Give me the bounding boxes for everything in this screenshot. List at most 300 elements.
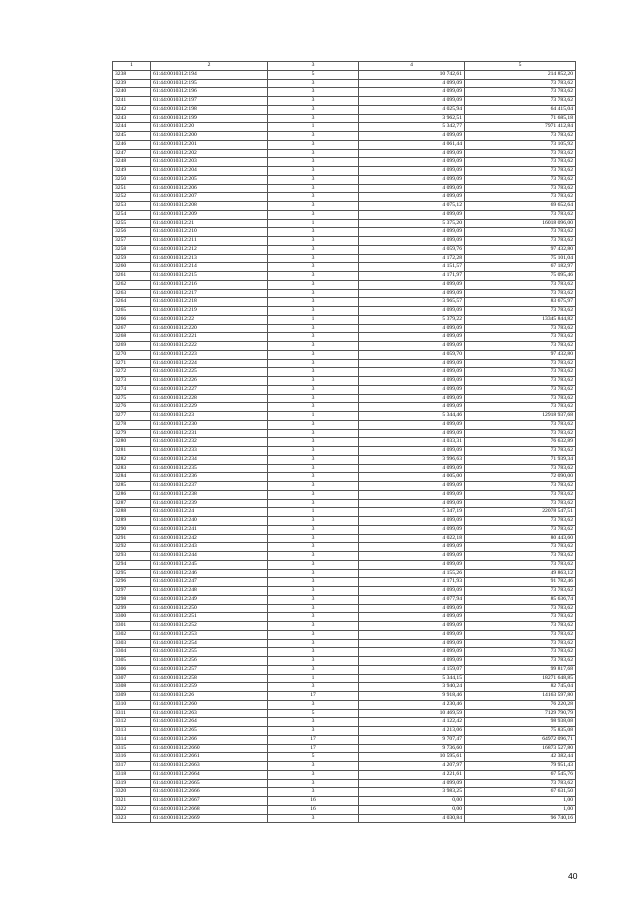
cadastral-number-cell: 61:44:0010312:210 [151, 228, 268, 237]
table-row [113, 814, 576, 823]
group-code-cell: 3 [268, 280, 359, 289]
row-number-cell: 3304 [113, 648, 151, 657]
cadastral-number-cell: 61:44:0010312:22 [151, 315, 268, 324]
row-number-cell: 3296 [113, 578, 151, 587]
group-code-cell: 3 [268, 403, 359, 412]
group-code-cell: 16 [268, 797, 359, 806]
cadastral-value-cell: 72 090,00 [465, 473, 576, 482]
cadastral-number-cell: 61:44:0010312:223 [151, 350, 268, 359]
row-number-cell: 3286 [113, 490, 151, 499]
cadastral-value-cell: 98 938,08 [465, 718, 576, 727]
table-row [113, 175, 576, 184]
row-number-cell: 3271 [113, 359, 151, 368]
group-code-cell: 3 [268, 324, 359, 333]
specific-value-cell: 4 099,09 [359, 333, 465, 342]
row-number-cell: 3266 [113, 315, 151, 324]
cadastral-number-cell: 61:44:0010312:241 [151, 525, 268, 534]
cadastral-value-cell: 75 101,04 [465, 254, 576, 263]
cadastral-value-cell: 73 783,62 [465, 377, 576, 386]
specific-value-cell: 4 099,09 [359, 552, 465, 561]
row-number-cell: 3291 [113, 534, 151, 543]
table-row [113, 534, 576, 543]
table-row [113, 578, 576, 587]
cadastral-value-cell: 73 783,62 [465, 333, 576, 342]
cadastral-value-cell: 73 783,62 [465, 184, 576, 193]
table-row [113, 403, 576, 412]
specific-value-cell: 4 099,09 [359, 377, 465, 386]
cadastral-value-cell: 79 951,43 [465, 762, 576, 771]
specific-value-cell: 4 059,70 [359, 350, 465, 359]
specific-value-cell: 4 099,09 [359, 289, 465, 298]
specific-value-cell: 0,00 [359, 797, 465, 806]
cadastral-number-cell: 61:44:0010312:232 [151, 438, 268, 447]
specific-value-cell: 4 099,09 [359, 403, 465, 412]
group-code-cell: 3 [268, 114, 359, 123]
cadastral-number-cell: 61:44:0010312:250 [151, 604, 268, 613]
specific-value-cell: 4 099,09 [359, 167, 465, 176]
table-row [113, 805, 576, 814]
cadastral-value-cell: 73 783,62 [465, 167, 576, 176]
group-code-cell: 3 [268, 88, 359, 97]
group-code-cell: 3 [268, 613, 359, 622]
table-row [113, 770, 576, 779]
specific-value-cell: 4 099,09 [359, 394, 465, 403]
table-row [113, 114, 576, 123]
row-number-cell: 3313 [113, 727, 151, 736]
specific-value-cell: 4 099,09 [359, 657, 465, 666]
specific-value-cell: 4 099,09 [359, 175, 465, 184]
cadastral-value-cell: 73 783,62 [465, 587, 576, 596]
cadastral-value-cell: 73 783,62 [465, 613, 576, 622]
cadastral-value-cell: 67 182,97 [465, 263, 576, 272]
specific-value-cell: 4 099,09 [359, 604, 465, 613]
group-code-cell: 3 [268, 630, 359, 639]
table-row [113, 184, 576, 193]
specific-value-cell: 10 595,61 [359, 753, 465, 762]
cadastral-number-cell: 61:44:0010312:263 [151, 709, 268, 718]
cadastral-value-cell: 73 783,62 [465, 604, 576, 613]
cadastral-value-cell: 73 783,62 [465, 210, 576, 219]
table-row [113, 377, 576, 386]
group-code-cell: 3 [268, 438, 359, 447]
group-code-cell: 3 [268, 368, 359, 377]
group-code-cell: 3 [268, 517, 359, 526]
table-row [113, 779, 576, 788]
group-code-cell: 3 [268, 79, 359, 88]
row-number-cell: 3240 [113, 88, 151, 97]
table-row [113, 237, 576, 246]
table-row [113, 97, 576, 106]
row-number-cell: 3282 [113, 455, 151, 464]
row-number-cell: 3278 [113, 420, 151, 429]
cadastral-value-cell: 73 783,62 [465, 648, 576, 657]
row-number-cell: 3290 [113, 525, 151, 534]
row-number-cell: 3297 [113, 587, 151, 596]
cadastral-number-cell: 61:44:0010312:209 [151, 210, 268, 219]
group-code-cell: 3 [268, 263, 359, 272]
cadastral-value-cell: 64 415,04 [465, 105, 576, 114]
page-number: 40 [568, 871, 578, 881]
group-code-cell: 3 [268, 105, 359, 114]
group-code-cell: 3 [268, 683, 359, 692]
cadastral-number-cell: 61:44:0010312:240 [151, 517, 268, 526]
table-row [113, 394, 576, 403]
group-code-cell: 3 [268, 254, 359, 263]
cadastral-number-cell: 61:44:0010312:199 [151, 114, 268, 123]
table-row [113, 595, 576, 604]
specific-value-cell: 4 099,09 [359, 385, 465, 394]
cadastral-value-cell: 73 783,62 [465, 447, 576, 456]
specific-value-cell: 4 099,09 [359, 97, 465, 106]
cadastral-number-cell: 61:44:0010312:2663 [151, 762, 268, 771]
table-row [113, 552, 576, 561]
table-row [113, 499, 576, 508]
group-code-cell: 3 [268, 587, 359, 596]
group-code-cell: 3 [268, 237, 359, 246]
table-row [113, 105, 576, 114]
specific-value-cell: 4 022,18 [359, 534, 465, 543]
row-number-cell: 3239 [113, 79, 151, 88]
table-row [113, 447, 576, 456]
group-code-cell: 16 [268, 805, 359, 814]
specific-value-cell: 4 122,42 [359, 718, 465, 727]
cadastral-value-cell: 73 783,62 [465, 97, 576, 106]
specific-value-cell: 4 099,09 [359, 359, 465, 368]
cadastral-value-cell: 73 783,62 [465, 175, 576, 184]
row-number-cell: 3305 [113, 657, 151, 666]
cadastral-number-cell: 61:44:0010312:213 [151, 254, 268, 263]
specific-value-cell: 4 099,09 [359, 193, 465, 202]
cadastral-value-cell: 73 783,62 [465, 289, 576, 298]
cadastral-number-cell: 61:44:0010312:220 [151, 324, 268, 333]
cadastral-number-cell: 61:44:0010312:2660 [151, 744, 268, 753]
group-code-cell: 3 [268, 464, 359, 473]
group-code-cell: 3 [268, 342, 359, 351]
row-number-cell: 3322 [113, 805, 151, 814]
specific-value-cell: 4 099,09 [359, 429, 465, 438]
table-row [113, 245, 576, 254]
cadastral-value-cell: 75 095,46 [465, 272, 576, 281]
row-number-cell: 3287 [113, 499, 151, 508]
cadastral-number-cell: 61:44:0010312:253 [151, 630, 268, 639]
row-number-cell: 3274 [113, 385, 151, 394]
row-number-cell: 3258 [113, 245, 151, 254]
cadastral-value-cell: 73 783,62 [465, 560, 576, 569]
cadastral-number-cell: 61:44:0010312:237 [151, 482, 268, 491]
cadastral-value-cell: 73 783,62 [465, 385, 576, 394]
column-header-1: 1 [113, 62, 151, 71]
cadastral-value-cell: 73 783,62 [465, 490, 576, 499]
group-code-cell: 3 [268, 657, 359, 666]
table-row [113, 438, 576, 447]
specific-value-cell: 4 099,09 [359, 482, 465, 491]
cadastral-value-cell: 71 685,18 [465, 114, 576, 123]
row-number-cell: 3250 [113, 175, 151, 184]
cadastral-value-cell: 97 432,80 [465, 350, 576, 359]
specific-value-cell: 4 099,09 [359, 420, 465, 429]
row-number-cell: 3257 [113, 237, 151, 246]
table-row [113, 149, 576, 158]
cadastral-number-cell: 61:44:0010312:2666 [151, 788, 268, 797]
row-number-cell: 3299 [113, 604, 151, 613]
cadastral-number-cell: 61:44:0010312:221 [151, 333, 268, 342]
cadastral-value-cell: 18271 648,85 [465, 674, 576, 683]
cadastral-value-cell: 73 783,62 [465, 359, 576, 368]
row-number-cell: 3273 [113, 377, 151, 386]
row-number-cell: 3251 [113, 184, 151, 193]
specific-value-cell: 9 736,60 [359, 744, 465, 753]
row-number-cell: 3261 [113, 272, 151, 281]
specific-value-cell: 3 965,57 [359, 298, 465, 307]
row-number-cell: 3311 [113, 709, 151, 718]
group-code-cell: 3 [268, 140, 359, 149]
group-code-cell: 3 [268, 350, 359, 359]
row-number-cell: 3288 [113, 508, 151, 517]
cadastral-number-cell: 61:44:0010312:194 [151, 70, 268, 79]
group-code-cell: 3 [268, 639, 359, 648]
cadastral-value-cell: 71 939,34 [465, 455, 576, 464]
cadastral-number-cell: 61:44:0010312:245 [151, 560, 268, 569]
cadastral-number-cell: 61:44:0010312:200 [151, 132, 268, 141]
table-row [113, 674, 576, 683]
cadastral-value-cell: 73 783,62 [465, 552, 576, 561]
row-number-cell: 3254 [113, 210, 151, 219]
row-number-cell: 3259 [113, 254, 151, 263]
group-code-cell: 3 [268, 175, 359, 184]
table-row [113, 700, 576, 709]
group-code-cell: 1 [268, 412, 359, 421]
specific-value-cell: 4 061,44 [359, 140, 465, 149]
table-row [113, 350, 576, 359]
cadastral-value-cell: 7129 790,79 [465, 709, 576, 718]
group-code-cell: 3 [268, 307, 359, 316]
cadastral-value-cell: 73 783,62 [465, 464, 576, 473]
group-code-cell: 3 [268, 665, 359, 674]
cadastral-value-cell: 76 220,28 [465, 700, 576, 709]
row-number-cell: 3284 [113, 473, 151, 482]
group-code-cell: 3 [268, 447, 359, 456]
cadastral-number-cell: 61:44:0010312:208 [151, 202, 268, 211]
table-row [113, 132, 576, 141]
cadastral-number-cell: 61:44:0010312:195 [151, 79, 268, 88]
cadastral-number-cell: 61:44:0010312:231 [151, 429, 268, 438]
specific-value-cell: 4 030,84 [359, 814, 465, 823]
row-number-cell: 3276 [113, 403, 151, 412]
row-number-cell: 3243 [113, 114, 151, 123]
table-row [113, 333, 576, 342]
group-code-cell: 3 [268, 394, 359, 403]
specific-value-cell: 3 983,25 [359, 788, 465, 797]
cadastral-number-cell: 61:44:0010312:248 [151, 587, 268, 596]
table-row [113, 315, 576, 324]
cadastral-number-cell: 61:44:0010312:229 [151, 403, 268, 412]
cadastral-value-cell: 73 783,62 [465, 525, 576, 534]
specific-value-cell: 4 099,09 [359, 132, 465, 141]
table-row [113, 88, 576, 97]
cadastral-number-cell: 61:44:0010312:230 [151, 420, 268, 429]
group-code-cell: 3 [268, 648, 359, 657]
table-row [113, 525, 576, 534]
cadastral-value-table [112, 61, 576, 823]
table-row [113, 490, 576, 499]
specific-value-cell: 4 099,09 [359, 158, 465, 167]
table-row [113, 744, 576, 753]
row-number-cell: 3303 [113, 639, 151, 648]
group-code-cell: 17 [268, 735, 359, 744]
specific-value-cell: 9 707,47 [359, 735, 465, 744]
specific-value-cell: 4 099,09 [359, 307, 465, 316]
row-number-cell: 3308 [113, 683, 151, 692]
group-code-cell: 3 [268, 289, 359, 298]
table-row [113, 762, 576, 771]
group-code-cell: 3 [268, 132, 359, 141]
group-code-cell: 3 [268, 552, 359, 561]
row-number-cell: 3263 [113, 289, 151, 298]
group-code-cell: 1 [268, 219, 359, 228]
table-row [113, 727, 576, 736]
table-row [113, 604, 576, 613]
row-number-cell: 3256 [113, 228, 151, 237]
specific-value-cell: 4 171,97 [359, 272, 465, 281]
cadastral-number-cell: 61:44:0010312:2669 [151, 814, 268, 823]
row-number-cell: 3264 [113, 298, 151, 307]
specific-value-cell: 4 099,09 [359, 622, 465, 631]
specific-value-cell: 4 099,09 [359, 228, 465, 237]
row-number-cell: 3238 [113, 70, 151, 79]
specific-value-cell: 5 344,46 [359, 412, 465, 421]
table-row [113, 359, 576, 368]
specific-value-cell: 4 099,09 [359, 464, 465, 473]
specific-value-cell: 4 099,09 [359, 517, 465, 526]
table-row [113, 665, 576, 674]
cadastral-number-cell: 61:44:0010312:249 [151, 595, 268, 604]
table-row [113, 709, 576, 718]
cadastral-value-cell: 73 783,62 [465, 420, 576, 429]
row-number-cell: 3321 [113, 797, 151, 806]
group-code-cell: 17 [268, 692, 359, 701]
table-row [113, 473, 576, 482]
group-code-cell: 17 [268, 744, 359, 753]
group-code-cell: 3 [268, 473, 359, 482]
specific-value-cell: 4 213,06 [359, 727, 465, 736]
group-code-cell: 3 [268, 455, 359, 464]
cadastral-number-cell: 61:44:0010312:2661 [151, 753, 268, 762]
specific-value-cell: 4 099,09 [359, 79, 465, 88]
cadastral-number-cell: 61:44:0010312:216 [151, 280, 268, 289]
cadastral-value-cell: 67 631,50 [465, 788, 576, 797]
cadastral-number-cell: 61:44:0010312:26 [151, 692, 268, 701]
cadastral-value-cell: 85 636,74 [465, 595, 576, 604]
cadastral-value-cell: 73 783,62 [465, 368, 576, 377]
cadastral-number-cell: 61:44:0010312:2668 [151, 805, 268, 814]
group-code-cell: 1 [268, 123, 359, 132]
row-number-cell: 3265 [113, 307, 151, 316]
table-row [113, 70, 576, 79]
specific-value-cell: 4 099,09 [359, 543, 465, 552]
cadastral-number-cell: 61:44:0010312:257 [151, 665, 268, 674]
cadastral-number-cell: 61:44:0010312:242 [151, 534, 268, 543]
cadastral-value-cell: 14163 597,80 [465, 692, 576, 701]
specific-value-cell: 4 099,09 [359, 447, 465, 456]
cadastral-value-cell: 1,00 [465, 797, 576, 806]
specific-value-cell: 4 075,12 [359, 202, 465, 211]
cadastral-number-cell: 61:44:0010312:226 [151, 377, 268, 386]
group-code-cell: 3 [268, 560, 359, 569]
row-number-cell: 3312 [113, 718, 151, 727]
cadastral-number-cell: 61:44:0010312:218 [151, 298, 268, 307]
group-code-cell: 3 [268, 385, 359, 394]
row-number-cell: 3307 [113, 674, 151, 683]
table-row [113, 368, 576, 377]
table-row [113, 280, 576, 289]
cadastral-number-cell: 61:44:0010312:2664 [151, 770, 268, 779]
specific-value-cell: 4 099,09 [359, 779, 465, 788]
group-code-cell: 3 [268, 420, 359, 429]
specific-value-cell: 10 469,59 [359, 709, 465, 718]
specific-value-cell: 4 099,09 [359, 630, 465, 639]
specific-value-cell: 3 940,24 [359, 683, 465, 692]
cadastral-number-cell: 61:44:0010312:235 [151, 464, 268, 473]
group-code-cell: 1 [268, 674, 359, 683]
row-number-cell: 3255 [113, 219, 151, 228]
row-number-cell: 3262 [113, 280, 151, 289]
row-number-cell: 3302 [113, 630, 151, 639]
table-row [113, 788, 576, 797]
cadastral-value-cell: 82 745,04 [465, 683, 576, 692]
table-row [113, 412, 576, 421]
group-code-cell: 5 [268, 753, 359, 762]
row-number-cell: 3289 [113, 517, 151, 526]
cadastral-value-cell: 73 783,62 [465, 324, 576, 333]
group-code-cell: 3 [268, 762, 359, 771]
row-number-cell: 3270 [113, 350, 151, 359]
group-code-cell: 3 [268, 245, 359, 254]
table-row [113, 342, 576, 351]
specific-value-cell: 5 375,20 [359, 219, 465, 228]
group-code-cell: 3 [268, 534, 359, 543]
cadastral-number-cell: 61:44:0010312:243 [151, 543, 268, 552]
cadastral-value-cell: 73 783,62 [465, 79, 576, 88]
cadastral-value-cell: 73 783,62 [465, 193, 576, 202]
cadastral-value-cell: 73 783,62 [465, 88, 576, 97]
group-code-cell: 3 [268, 779, 359, 788]
group-code-cell: 3 [268, 429, 359, 438]
cadastral-value-cell: 96 740,16 [465, 814, 576, 823]
specific-value-cell: 4 159,07 [359, 665, 465, 674]
row-number-cell: 3319 [113, 779, 151, 788]
specific-value-cell: 4 099,09 [359, 560, 465, 569]
row-number-cell: 3280 [113, 438, 151, 447]
group-code-cell: 1 [268, 315, 359, 324]
cadastral-value-cell: 22078 547,51 [465, 508, 576, 517]
cadastral-value-cell: 73 783,62 [465, 517, 576, 526]
specific-value-cell: 4 099,09 [359, 648, 465, 657]
cadastral-value-cell: 73 783,62 [465, 543, 576, 552]
cadastral-value-cell: 49 863,12 [465, 569, 576, 578]
cadastral-value-cell: 73 783,62 [465, 237, 576, 246]
cadastral-value-cell: 80 443,60 [465, 534, 576, 543]
specific-value-cell: 5 342,77 [359, 123, 465, 132]
cadastral-number-cell: 61:44:0010312:244 [151, 552, 268, 561]
cadastral-value-cell: 91 782,46 [465, 578, 576, 587]
cadastral-number-cell: 61:44:0010312:252 [151, 622, 268, 631]
cadastral-number-cell: 61:44:0010312:198 [151, 105, 268, 114]
group-code-cell: 3 [268, 228, 359, 237]
specific-value-cell: 4 025,94 [359, 105, 465, 114]
row-number-cell: 3267 [113, 324, 151, 333]
row-number-cell: 3310 [113, 700, 151, 709]
specific-value-cell: 4 155,26 [359, 569, 465, 578]
